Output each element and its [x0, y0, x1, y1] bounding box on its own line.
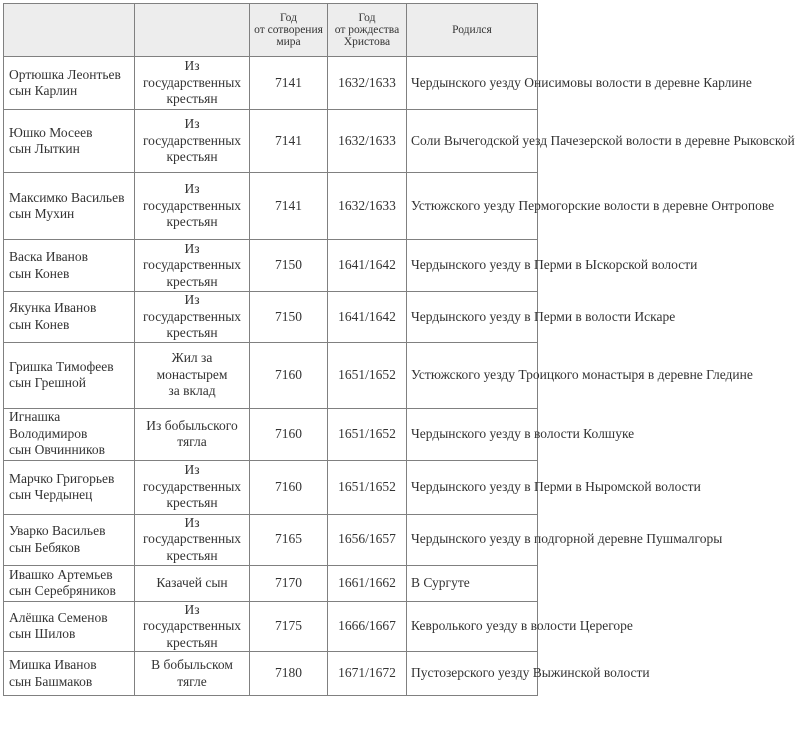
table-row	[4, 460, 538, 514]
cell-year-christ: 1651/1652	[328, 408, 407, 460]
cell-origin: Казачей сын	[135, 565, 250, 601]
cell-name: Ивашко Артемьев сын Серебряников	[4, 565, 135, 601]
cell-year-world: 7160	[250, 408, 328, 460]
cell-year-christ: 1632/1633	[328, 173, 407, 240]
table-row	[4, 601, 538, 652]
cell-name: Якунка Иванов сын Конев	[4, 292, 135, 343]
cell-name: Гришка Тимофеев сын Грешной	[4, 342, 135, 408]
cell-year-christ: 1641/1642	[328, 292, 407, 343]
cell-year-christ: 1661/1662	[328, 565, 407, 601]
cell-born: Устюжского уезду Пермогорские волости в деревне Онтропове	[407, 173, 538, 240]
table-row	[4, 408, 538, 460]
table-row	[4, 342, 538, 408]
cell-year-world: 7141	[250, 110, 328, 173]
cell-born: Устюжского уезду Троицкого монастыря в деревне Гледине	[407, 342, 538, 408]
cell-born: Чердынского уезду в волости Колшуке	[407, 408, 538, 460]
cell-year-christ: 1632/1633	[328, 110, 407, 173]
header-name	[4, 4, 135, 57]
header-origin	[135, 4, 250, 57]
cell-origin: Из государственных крестьян	[135, 460, 250, 514]
cell-year-world: 7170	[250, 565, 328, 601]
cell-name: Мишка Иванов сын Башмаков	[4, 652, 135, 696]
table-body	[4, 57, 795, 696]
cell-name: Марчко Григорьев сын Чердынец	[4, 460, 135, 514]
cell-origin: Из государственных крестьян	[135, 292, 250, 343]
table-row	[4, 57, 538, 110]
cell-born: Чердынского уезду в Перми в волости Искаре	[407, 292, 538, 343]
table-row	[4, 652, 538, 696]
table-row	[4, 514, 538, 565]
cell-born: Чердынского уезду в Перми в Ыскорской волости	[407, 240, 538, 292]
cell-year-christ: 1632/1633	[328, 57, 407, 110]
cell-year-world: 7180	[250, 652, 328, 696]
records-table	[3, 3, 795, 696]
cell-origin: Из государственных крестьян	[135, 240, 250, 292]
cell-born: Чердынского уезду в Перми в Ныромской волости	[407, 460, 538, 514]
cell-year-world: 7160	[250, 342, 328, 408]
cell-name: Васка Иванов сын Конев	[4, 240, 135, 292]
table-row	[4, 110, 538, 173]
cell-year-world: 7160	[250, 460, 328, 514]
cell-year-christ: 1651/1652	[328, 342, 407, 408]
cell-born: Соли Вычегодской уезд Пачезерской волости в деревне Рыковской	[407, 110, 538, 173]
cell-year-world: 7141	[250, 173, 328, 240]
header-row	[4, 4, 538, 57]
cell-name: Ортюшка Леонтьев сын Карлин	[4, 57, 135, 110]
cell-born: Кевролького уезду в волости Церегоре	[407, 601, 538, 652]
cell-origin: Из государственных крестьян	[135, 514, 250, 565]
cell-year-christ: 1671/1672	[328, 652, 407, 696]
cell-name: Максимко Васильев сын Мухин	[4, 173, 135, 240]
cell-year-christ: 1651/1652	[328, 460, 407, 514]
cell-name: Игнашка Володимиров сын Овчинников	[4, 408, 135, 460]
cell-year-world: 7175	[250, 601, 328, 652]
cell-year-christ: 1656/1657	[328, 514, 407, 565]
cell-name: Уварко Васильев сын Бебяков	[4, 514, 135, 565]
cell-origin: Из бобыльского тягла	[135, 408, 250, 460]
cell-origin: Из государственных крестьян	[135, 601, 250, 652]
cell-year-christ: 1641/1642	[328, 240, 407, 292]
table-row	[4, 565, 538, 601]
header-year-world: Год от сотворения мира	[250, 4, 328, 57]
table-row	[4, 173, 538, 240]
cell-origin: В бобыльском тягле	[135, 652, 250, 696]
table-row	[4, 240, 538, 292]
cell-name: Алёшка Семенов сын Шилов	[4, 601, 135, 652]
cell-origin: Из государственных крестьян	[135, 173, 250, 240]
cell-born: Чердынского уезду Онисимовы волости в деревне Карлине	[407, 57, 538, 110]
cell-year-world: 7141	[250, 57, 328, 110]
cell-origin: Жил за монастырем за вклад	[135, 342, 250, 408]
cell-origin: Из государственных крестьян	[135, 110, 250, 173]
header-born: Родился	[407, 4, 538, 57]
cell-year-world: 7150	[250, 292, 328, 343]
cell-year-world: 7150	[250, 240, 328, 292]
cell-name: Юшко Мосеев сын Лыткин	[4, 110, 135, 173]
table-row	[4, 292, 538, 343]
cell-origin: Из государственных крестьян	[135, 57, 250, 110]
header-year-christ: Год от рождества Христова	[328, 4, 407, 57]
cell-born: Чердынского уезду в подгорной деревне Пушмалгоры	[407, 514, 538, 565]
cell-year-world: 7165	[250, 514, 328, 565]
cell-year-christ: 1666/1667	[328, 601, 407, 652]
cell-born: Пустозерского уезду Выжинской волости	[407, 652, 538, 696]
cell-born: В Сургуте	[407, 565, 538, 601]
